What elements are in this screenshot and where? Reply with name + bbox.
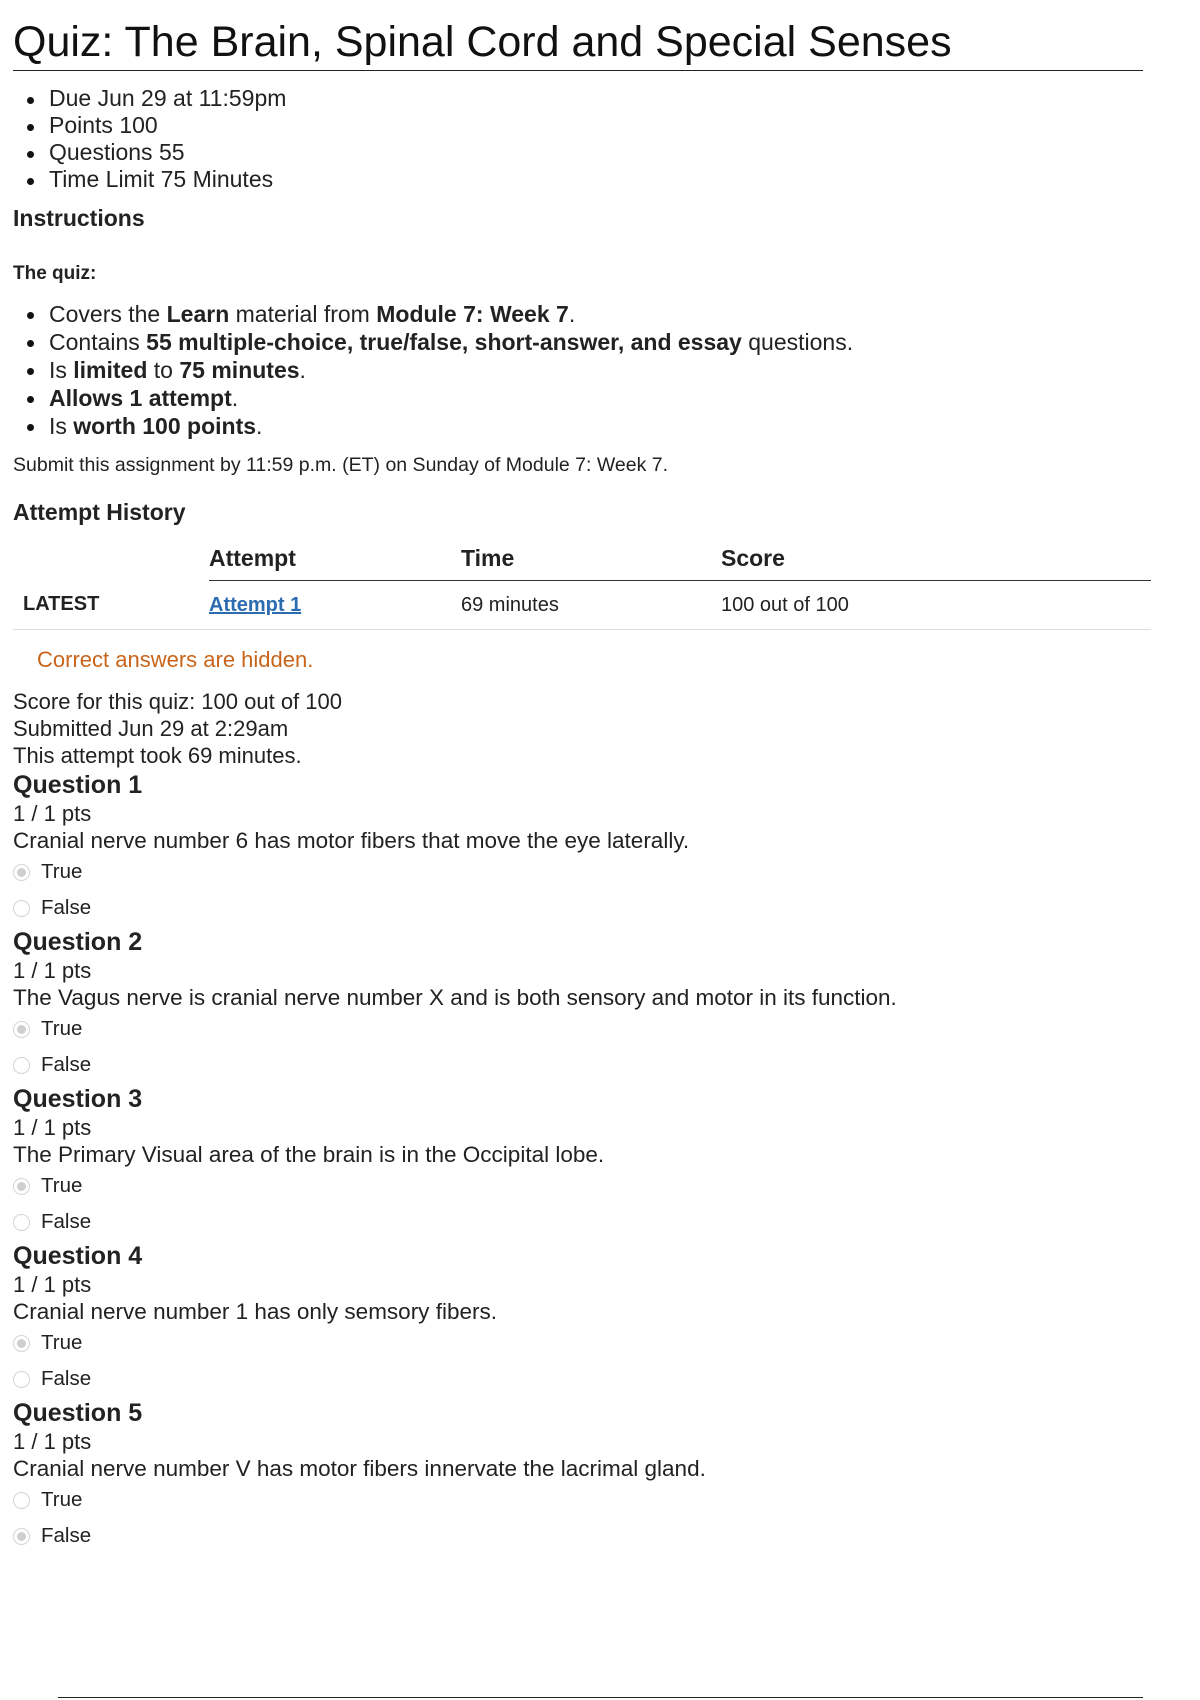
question-points: 1 / 1 pts bbox=[13, 801, 92, 826]
answer-label: False bbox=[41, 1367, 92, 1390]
quiz-subheading: The quiz: bbox=[13, 263, 97, 284]
instruction-bold-text: Module 7: Week 7 bbox=[376, 301, 569, 327]
radio-button[interactable] bbox=[13, 1528, 30, 1545]
attempt-cell bbox=[209, 581, 461, 630]
radio-button[interactable] bbox=[13, 1021, 30, 1038]
question-1 bbox=[13, 769, 1163, 926]
radio-button[interactable] bbox=[13, 1492, 30, 1509]
question-points: 1 / 1 pts bbox=[13, 1115, 92, 1140]
instruction-bold-text: worth 100 points bbox=[73, 413, 257, 439]
answer-option-false bbox=[13, 890, 1163, 926]
instruction-item bbox=[25, 384, 1163, 412]
answer-option-true bbox=[13, 1325, 1163, 1361]
instruction-text: Contains bbox=[49, 329, 147, 355]
question-title: Question 3 bbox=[13, 1085, 143, 1113]
answer-label: True bbox=[41, 1017, 83, 1040]
question-title: Question 1 bbox=[13, 771, 143, 799]
header-time: Time bbox=[461, 536, 721, 581]
footer-divider bbox=[58, 1697, 1143, 1698]
instruction-text: . bbox=[568, 301, 576, 327]
answer-label: False bbox=[41, 896, 92, 919]
radio-button[interactable] bbox=[13, 900, 30, 917]
answer-option-true bbox=[13, 854, 1163, 890]
header-attempt: Attempt bbox=[209, 536, 461, 581]
answer-option-false bbox=[13, 1204, 1163, 1240]
question-5 bbox=[13, 1397, 1163, 1554]
latest-label: LATEST bbox=[13, 581, 209, 630]
radio-button[interactable] bbox=[13, 1057, 30, 1074]
instruction-text: . bbox=[256, 413, 263, 439]
score-cell: 100 out of 100 bbox=[721, 581, 1151, 630]
instruction-bold-text: Learn bbox=[166, 301, 230, 327]
instruction-text: to bbox=[147, 357, 180, 383]
radio-button[interactable] bbox=[13, 1178, 30, 1195]
answer-option-false bbox=[13, 1518, 1163, 1554]
question-points: 1 / 1 pts bbox=[13, 1272, 92, 1297]
attempt-history-heading: Attempt History bbox=[13, 499, 186, 525]
instruction-bold-text: limited bbox=[73, 357, 148, 383]
question-text: Cranial nerve number V has motor fibers innervate the lacrimal gland. bbox=[13, 1456, 706, 1481]
submitted-line: Submitted Jun 29 at 2:29am bbox=[13, 716, 289, 741]
time-limit: Time Limit 75 Minutes bbox=[25, 166, 1163, 193]
answer-option-true bbox=[13, 1482, 1163, 1518]
answer-option-false bbox=[13, 1047, 1163, 1083]
answer-option-true bbox=[13, 1168, 1163, 1204]
question-points: 1 / 1 pts bbox=[13, 1429, 92, 1454]
attempt-history-table bbox=[13, 536, 1151, 630]
instruction-text: Is bbox=[49, 413, 74, 439]
instruction-bold-text: 75 minutes bbox=[179, 357, 300, 383]
instruction-bold-text: Allows 1 attempt bbox=[49, 385, 232, 411]
answer-label: False bbox=[41, 1053, 92, 1076]
question-count: Questions 55 bbox=[25, 139, 1163, 166]
answer-label: True bbox=[41, 1488, 83, 1511]
instruction-text: Is bbox=[49, 357, 74, 383]
header-blank bbox=[13, 536, 209, 581]
question-title: Question 2 bbox=[13, 928, 143, 956]
radio-button[interactable] bbox=[13, 1371, 30, 1388]
question-title: Question 4 bbox=[13, 1242, 143, 1270]
question-text: The Vagus nerve is cranial nerve number X and is both sensory and motor in its function. bbox=[13, 985, 897, 1010]
submit-note: Submit this assignment by 11:59 p.m. (ET) on Sunday of Module 7: Week 7. bbox=[13, 454, 669, 476]
instruction-bold-text: 55 multiple-choice, true/false, short-answer, and essay bbox=[146, 329, 742, 355]
question-title: Question 5 bbox=[13, 1399, 143, 1427]
questions-list bbox=[13, 769, 1163, 1554]
radio-button[interactable] bbox=[13, 1214, 30, 1231]
quiz-meta-list bbox=[13, 85, 1163, 193]
question-text: Cranial nerve number 1 has only semsory fibers. bbox=[13, 1299, 497, 1324]
points: Points 100 bbox=[25, 112, 1163, 139]
answer-label: True bbox=[41, 1174, 83, 1197]
question-2 bbox=[13, 926, 1163, 1083]
instruction-text: Covers the bbox=[49, 301, 167, 327]
answer-label: True bbox=[41, 1331, 83, 1354]
header-score: Score bbox=[721, 536, 1151, 581]
instructions-list bbox=[13, 300, 1163, 440]
question-3 bbox=[13, 1083, 1163, 1240]
radio-button[interactable] bbox=[13, 1335, 30, 1352]
answer-label: True bbox=[41, 860, 83, 883]
instruction-item bbox=[25, 300, 1163, 328]
instruction-item bbox=[25, 412, 1163, 440]
due-date: Due Jun 29 at 11:59pm bbox=[25, 85, 1163, 112]
answer-label: False bbox=[41, 1524, 92, 1547]
instruction-item bbox=[25, 328, 1163, 356]
instructions-heading: Instructions bbox=[13, 205, 145, 231]
question-points: 1 / 1 pts bbox=[13, 958, 92, 983]
instruction-text: . bbox=[299, 357, 306, 383]
question-text: Cranial nerve number 6 has motor fibers that move the eye laterally. bbox=[13, 828, 690, 853]
time-cell: 69 minutes bbox=[461, 581, 721, 630]
question-4 bbox=[13, 1240, 1163, 1397]
question-text: The Primary Visual area of the brain is in the Occipital lobe. bbox=[13, 1142, 605, 1167]
answer-label: False bbox=[41, 1210, 92, 1233]
answer-option-false bbox=[13, 1361, 1163, 1397]
score-summary bbox=[13, 688, 1163, 769]
attempt-1-link[interactable]: Attempt 1 bbox=[209, 593, 302, 616]
score-line: Score for this quiz: 100 out of 100 bbox=[13, 689, 342, 714]
answer-option-true bbox=[13, 1011, 1163, 1047]
instruction-text: material from bbox=[229, 301, 377, 327]
instruction-item bbox=[25, 356, 1163, 384]
page-title: Quiz: The Brain, Spinal Cord and Special Senses bbox=[13, 18, 1143, 71]
duration-line: This attempt took 69 minutes. bbox=[13, 743, 302, 768]
instruction-text: . bbox=[231, 385, 239, 411]
quiz-page bbox=[13, 0, 1163, 1554]
correct-answers-hidden-note: Correct answers are hidden. bbox=[37, 647, 314, 672]
radio-button[interactable] bbox=[13, 864, 30, 881]
instruction-text: questions. bbox=[741, 329, 854, 355]
table-row bbox=[13, 581, 1151, 630]
